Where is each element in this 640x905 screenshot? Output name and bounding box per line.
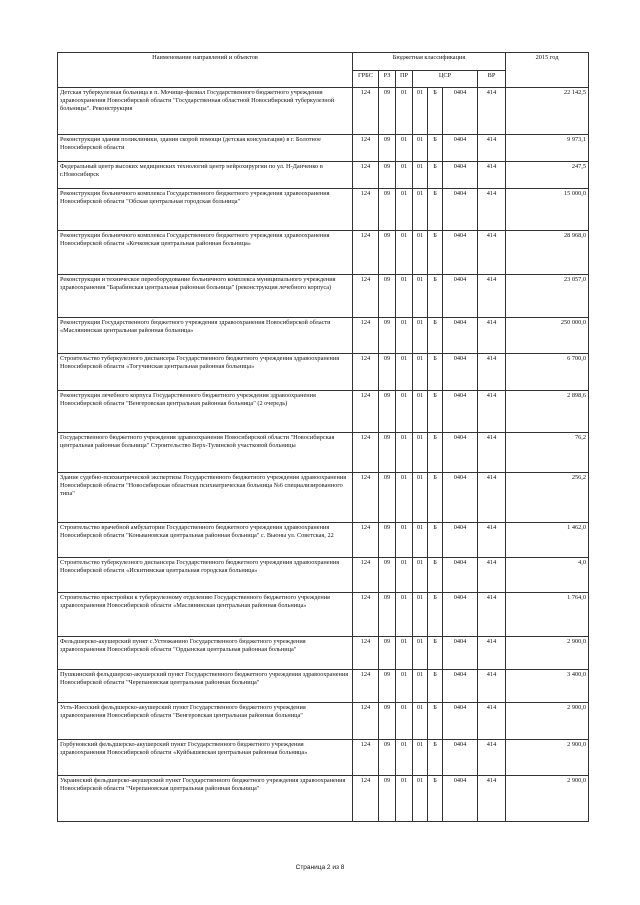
row-vr: 414 [478, 703, 506, 740]
row-grbs: 124 [353, 637, 379, 670]
row-csr-part3: 0404 [443, 231, 478, 275]
row-pr: 01 [396, 135, 413, 162]
row-pr: 01 [396, 189, 413, 231]
row-name: Украинский фельдшерско-акушерский пункт Государственного бюджетного учреждения здравоохранения Новосибирской области "Черепановская центральная районная больница" [58, 776, 353, 822]
row-csr-part3: 0404 [443, 593, 478, 637]
row-rz: 09 [379, 162, 396, 189]
row-amount: 2 900,0 [506, 776, 589, 822]
row-rz: 09 [379, 740, 396, 776]
row-pr: 01 [396, 162, 413, 189]
csr-header: ЦСР [413, 71, 478, 88]
row-csr-part1: 01 [413, 231, 428, 275]
table-row [58, 703, 589, 740]
row-pr: 01 [396, 473, 413, 523]
table-row [58, 88, 589, 135]
row-amount: 4,0 [506, 558, 589, 593]
row-name: Государственного бюджетного учреждения здравоохранения Новосибирской области "Новосибирская центральная районная больница" Строительство Верх-Тулинской участковой больницы [58, 433, 353, 473]
row-name: Строительство врачебной амбулатории Государственного бюджетного учреждения здравоохранения Новосибирской области "Коньвановская центральная районная больница" с. Вьюны ул. Советская, 22 [58, 523, 353, 558]
row-grbs: 124 [353, 433, 379, 473]
row-amount: 2 900,0 [506, 703, 589, 740]
row-vr: 414 [478, 740, 506, 776]
row-rz: 09 [379, 593, 396, 637]
row-grbs: 124 [353, 135, 379, 162]
row-amount: 256,2 [506, 473, 589, 523]
row-name: Детская туберкулезная больница в п. Мочище-филиал Государственного бюджетного учреждения здравоохранения Новосибирской области "Государственная областной Новосибирский туберкулезной больницы". Реконструкция [58, 88, 353, 135]
row-vr: 414 [478, 776, 506, 822]
row-name: Строительство туберкулезного диспансера Государственного бюджетного учреждения здравоохранения Новосибирской области «Искитимская центральная городская больница» [58, 558, 353, 593]
table-row [58, 275, 589, 318]
row-grbs: 124 [353, 275, 379, 318]
row-csr-part1: 01 [413, 558, 428, 593]
row-csr-part3: 0404 [443, 637, 478, 670]
row-name: Горбуновский фельдшерско-акушерский пункт Государственного бюджетного учреждения здравоохранения Новосибирской области «Куйбышевская центральная районная больница» [58, 740, 353, 776]
row-csr-part2: Б [428, 776, 443, 822]
row-grbs: 124 [353, 703, 379, 740]
row-name: Реконструкция и техническое переоборудование больничного комплекса муниципального учреждения здравоохранения "Барабинская центральная районная больница" (реконструкция лечебного корпуса) [58, 275, 353, 318]
row-vr: 414 [478, 670, 506, 703]
row-vr: 414 [478, 354, 506, 391]
row-csr-part1: 01 [413, 162, 428, 189]
row-csr-part1: 01 [413, 318, 428, 354]
row-csr-part3: 0404 [443, 776, 478, 822]
row-csr-part2: Б [428, 318, 443, 354]
budget-table [57, 52, 589, 822]
row-csr-part3: 0404 [443, 88, 478, 135]
row-csr-part1: 01 [413, 189, 428, 231]
row-csr-part2: Б [428, 703, 443, 740]
pr-header: ПР [396, 71, 413, 88]
row-grbs: 124 [353, 558, 379, 593]
row-vr: 414 [478, 593, 506, 637]
rz-header: РЗ [379, 71, 396, 88]
row-rz: 09 [379, 637, 396, 670]
row-vr: 414 [478, 318, 506, 354]
row-csr-part3: 0404 [443, 703, 478, 740]
row-vr: 414 [478, 558, 506, 593]
table-row [58, 162, 589, 189]
row-csr-part1: 01 [413, 354, 428, 391]
row-pr: 01 [396, 670, 413, 703]
row-amount: 2 898,6 [506, 391, 589, 433]
row-csr-part1: 01 [413, 433, 428, 473]
row-vr: 414 [478, 162, 506, 189]
row-csr-part1: 01 [413, 473, 428, 523]
year-column-header: 2015 год [506, 53, 589, 88]
row-pr: 01 [396, 433, 413, 473]
table-row [58, 637, 589, 670]
row-csr-part2: Б [428, 275, 443, 318]
name-column-header: Наименование направлений и объектов [58, 53, 353, 88]
row-csr-part3: 0404 [443, 354, 478, 391]
row-vr: 414 [478, 391, 506, 433]
row-csr-part1: 01 [413, 523, 428, 558]
row-vr: 414 [478, 135, 506, 162]
row-csr-part2: Б [428, 593, 443, 637]
row-grbs: 124 [353, 318, 379, 354]
row-amount: 3 400,0 [506, 670, 589, 703]
row-name: Реконструкция лечебного корпуса Государственного бюджетного учреждения здравоохранения Новосибирской области "Венгеровская центральная районная больница" (2 очередь) [58, 391, 353, 433]
row-csr-part2: Б [428, 558, 443, 593]
row-name: Пушкинский фельдшерско-акушерский пункт Государственного бюджетного учреждения здравоохранения Новосибирской области "Черепановская центральная районная больница" [58, 670, 353, 703]
row-name: Федеральный центр высоких медицинских технологий центр нейрохирургии по ул. Н-Данченко в г.Новосибирск [58, 162, 353, 189]
row-rz: 09 [379, 558, 396, 593]
row-name: Фельдшерско-акушерский пункт с.Устюжанино Государственного бюджетного учреждения здравоохранения Новосибирской области "Ордынская центральная районная больница" [58, 637, 353, 670]
row-rz: 09 [379, 318, 396, 354]
row-vr: 414 [478, 433, 506, 473]
table-row [58, 189, 589, 231]
row-grbs: 124 [353, 740, 379, 776]
page-footer: Страница 2 из 8 [295, 864, 345, 871]
row-name: Строительство пристройки к туберкулезному отделению Государственного бюджетного учреждения здравоохранения Новосибирской области «Маслянинская центральная районная больница» [58, 593, 353, 637]
row-csr-part2: Б [428, 354, 443, 391]
row-amount: 22 142,5 [506, 88, 589, 135]
row-name: Реконструкция здания поликлиники, здания скорой помощи (детская консультация) в г. Болотное Новосибирской области [58, 135, 353, 162]
row-vr: 414 [478, 637, 506, 670]
table-row [58, 231, 589, 275]
row-rz: 09 [379, 135, 396, 162]
table-row [58, 135, 589, 162]
row-pr: 01 [396, 703, 413, 740]
row-csr-part2: Б [428, 523, 443, 558]
row-amount: 15 000,0 [506, 189, 589, 231]
row-rz: 09 [379, 703, 396, 740]
row-csr-part1: 01 [413, 740, 428, 776]
row-grbs: 124 [353, 523, 379, 558]
row-csr-part2: Б [428, 740, 443, 776]
row-rz: 09 [379, 189, 396, 231]
row-csr-part3: 0404 [443, 391, 478, 433]
row-amount: 247,5 [506, 162, 589, 189]
row-csr-part3: 0404 [443, 523, 478, 558]
table-body [58, 88, 589, 822]
row-grbs: 124 [353, 231, 379, 275]
row-grbs: 124 [353, 473, 379, 523]
table-row [58, 776, 589, 822]
row-csr-part3: 0404 [443, 473, 478, 523]
row-vr: 414 [478, 473, 506, 523]
row-csr-part3: 0404 [443, 740, 478, 776]
row-vr: 414 [478, 189, 506, 231]
row-rz: 09 [379, 275, 396, 318]
row-rz: 09 [379, 231, 396, 275]
row-name: Строительство туберкулезного диспансера Государственного бюджетного учреждения здравоохранения Новосибирской области «Тогучинская центральная районная больница» [58, 354, 353, 391]
row-csr-part1: 01 [413, 593, 428, 637]
vr-header: ВР [478, 71, 506, 88]
table-row [58, 354, 589, 391]
row-grbs: 124 [353, 670, 379, 703]
row-csr-part3: 0404 [443, 318, 478, 354]
row-grbs: 124 [353, 593, 379, 637]
row-csr-part1: 01 [413, 776, 428, 822]
table-row [58, 318, 589, 354]
row-amount: 9 973,1 [506, 135, 589, 162]
row-csr-part1: 01 [413, 703, 428, 740]
row-rz: 09 [379, 670, 396, 703]
row-vr: 414 [478, 88, 506, 135]
table-row [58, 670, 589, 703]
row-rz: 09 [379, 473, 396, 523]
row-rz: 09 [379, 433, 396, 473]
row-csr-part1: 01 [413, 88, 428, 135]
row-pr: 01 [396, 354, 413, 391]
row-csr-part3: 0404 [443, 558, 478, 593]
row-amount: 6 700,0 [506, 354, 589, 391]
row-csr-part3: 0404 [443, 433, 478, 473]
row-csr-part2: Б [428, 433, 443, 473]
row-pr: 01 [396, 593, 413, 637]
row-amount: 250 000,0 [506, 318, 589, 354]
row-csr-part1: 01 [413, 135, 428, 162]
row-pr: 01 [396, 88, 413, 135]
row-name: Реконструкция больничного комплекса Государственного бюджетного учреждения здравоохранения Новосибирской области "Обская центральная городская больница" [58, 189, 353, 231]
row-pr: 01 [396, 523, 413, 558]
row-amount: 76,2 [506, 433, 589, 473]
row-amount: 2 900,0 [506, 740, 589, 776]
row-grbs: 124 [353, 391, 379, 433]
row-pr: 01 [396, 231, 413, 275]
row-pr: 01 [396, 275, 413, 318]
row-pr: 01 [396, 391, 413, 433]
row-csr-part2: Б [428, 162, 443, 189]
row-csr-part1: 01 [413, 391, 428, 433]
row-rz: 09 [379, 354, 396, 391]
row-name: Реконструкция Государственного бюджетного учреждения здравоохранения Новосибирской области «Маслянинская центральная районная больница» [58, 318, 353, 354]
table-row [58, 558, 589, 593]
row-grbs: 124 [353, 189, 379, 231]
row-csr-part2: Б [428, 670, 443, 703]
row-amount: 28 968,0 [506, 231, 589, 275]
table-row [58, 523, 589, 558]
row-pr: 01 [396, 776, 413, 822]
row-name: Усть-Изесский фельдшерско-акушерский пункт Государственного бюджетного учреждения здравоохранения Новосибирской области "Венгеровская центральная районная больница" [58, 703, 353, 740]
row-grbs: 124 [353, 162, 379, 189]
row-csr-part1: 01 [413, 637, 428, 670]
row-grbs: 124 [353, 354, 379, 391]
row-csr-part2: Б [428, 473, 443, 523]
row-csr-part3: 0404 [443, 189, 478, 231]
row-csr-part1: 01 [413, 670, 428, 703]
row-name: Здание судебно-психиатрической экспертизы Государственного бюджетного учреждения здравоохранения Новосибирской области "Новосибирская областная психиатрическая больница №6 специализированного типа" [58, 473, 353, 523]
table-row [58, 473, 589, 523]
row-csr-part2: Б [428, 231, 443, 275]
row-csr-part2: Б [428, 391, 443, 433]
grbs-header: ГРБС [353, 71, 379, 88]
row-csr-part3: 0404 [443, 275, 478, 318]
table-row [58, 740, 589, 776]
classification-header: Бюджетная классификация [353, 53, 506, 71]
row-csr-part2: Б [428, 135, 443, 162]
row-pr: 01 [396, 318, 413, 354]
row-csr-part2: Б [428, 189, 443, 231]
row-amount: 2 900,0 [506, 637, 589, 670]
row-amount: 1 462,0 [506, 523, 589, 558]
row-csr-part3: 0404 [443, 162, 478, 189]
row-vr: 414 [478, 231, 506, 275]
row-amount: 1 764,0 [506, 593, 589, 637]
row-csr-part2: Б [428, 88, 443, 135]
row-rz: 09 [379, 88, 396, 135]
row-rz: 09 [379, 523, 396, 558]
table-row [58, 593, 589, 637]
row-vr: 414 [478, 275, 506, 318]
row-csr-part1: 01 [413, 275, 428, 318]
row-csr-part3: 0404 [443, 670, 478, 703]
table-row [58, 433, 589, 473]
row-grbs: 124 [353, 88, 379, 135]
row-amount: 23 057,0 [506, 275, 589, 318]
row-name: Реконструкция больничного комплекса Государственного бюджетного учреждения здравоохранения Новосибирской области «Кочковская центральная районная больница» [58, 231, 353, 275]
table-row [58, 391, 589, 433]
row-pr: 01 [396, 740, 413, 776]
row-pr: 01 [396, 558, 413, 593]
row-rz: 09 [379, 391, 396, 433]
row-rz: 09 [379, 776, 396, 822]
row-grbs: 124 [353, 776, 379, 822]
row-csr-part3: 0404 [443, 135, 478, 162]
row-csr-part2: Б [428, 637, 443, 670]
row-pr: 01 [396, 637, 413, 670]
row-vr: 414 [478, 523, 506, 558]
